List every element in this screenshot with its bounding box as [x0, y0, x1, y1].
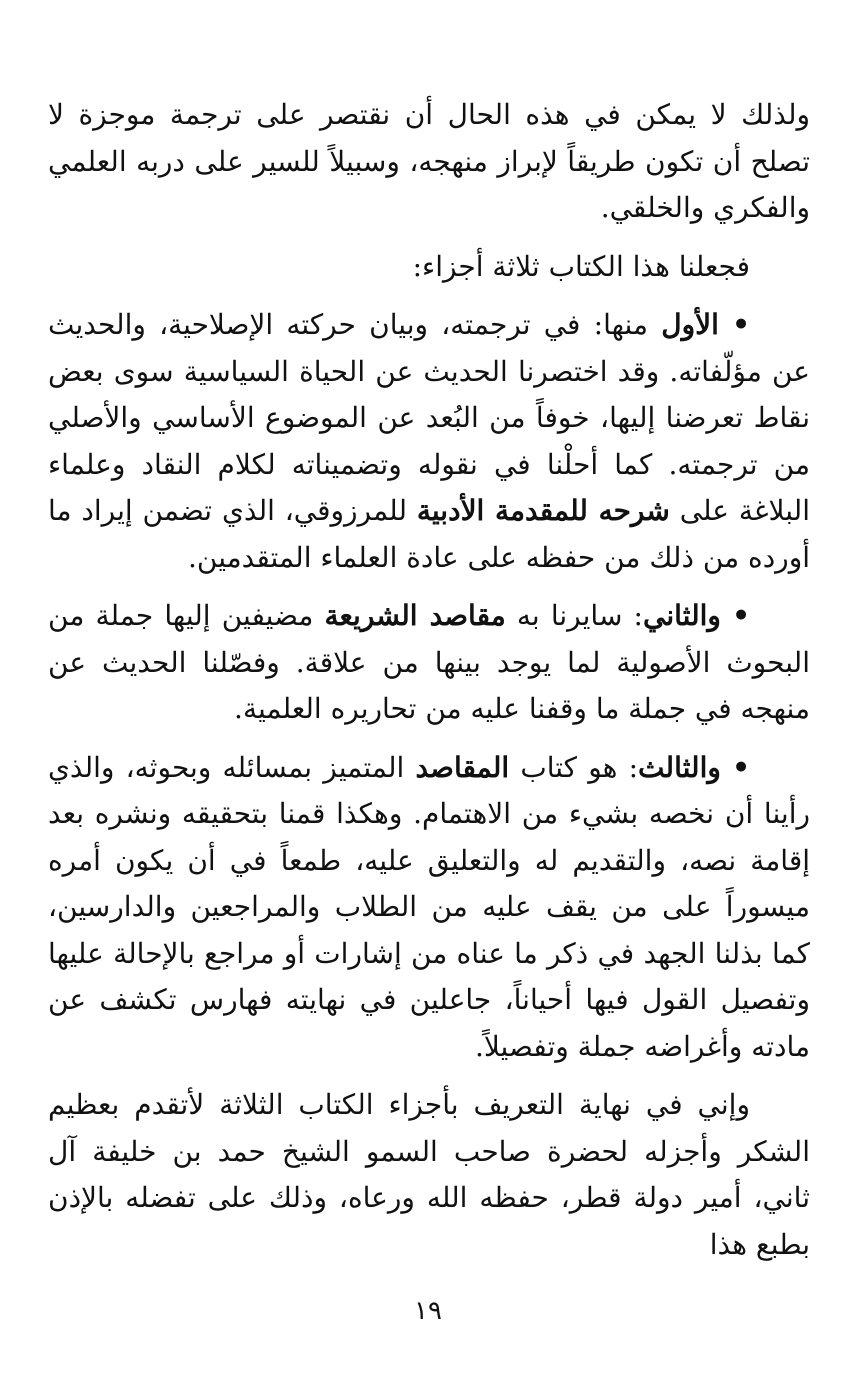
bullet-text: مضيفين إليها جملة من البحوث الأصولية لما يوجد بينها من علاقة. وفصّلنا الحديث عن منهجه في جملة ما وقفنا عليه من تحاريره العلمية. — [48, 599, 810, 725]
bullet-icon: • — [732, 308, 750, 341]
page-body — [48, 92, 810, 1268]
book-title-bold: المقاصد — [415, 750, 510, 784]
bullet-lead-first: الأول — [661, 308, 719, 341]
bullet-lead-second: والثاني — [643, 599, 721, 632]
paragraph-parts-heading: فجعلنا هذا الكتاب ثلاثة أجزاء: — [412, 249, 750, 283]
bullet-text: : سايرنا به — [505, 599, 643, 632]
bullet-text: : هو كتاب — [509, 750, 639, 784]
bullet-icon: • — [732, 599, 751, 632]
bullet-text: للمرزوقي، الذي تضمن إيراد ما أورده من ذلك من حفظه على عادة العلماء المتقدمين. — [48, 494, 810, 574]
bullet-part-two — [48, 593, 810, 733]
bullet-lead-third: والثالث — [638, 750, 721, 784]
bullet-text: المتميز بمسائله وبحوثه، والذي رأينا أن نخصه بشيء من الاهتمام. وهكذا قمنا بتحقيقه ونشره بعد إقامة نصه، والتقديم له والتعليق عليه، طمعاً في أن يكون أمره ميسوراً على من يقف عليه من الطلاب والمراجعين والدارسين، كما بذلنا الجهد في ذكر ما عناه من إشارات أو مراجع بالإحالة عليها وتفصيل القول فيها أحياناً، جاعلين في نهايته فهارس تكشف عن مادته وأغراضه جملة وتفصيلاً. — [48, 750, 810, 1063]
bullet-part-three — [48, 745, 810, 1071]
paragraph-intro: ولذلك لا يمكن في هذه الحال أن نقتصر على ترجمة موجزة لا تصلح أن تكون طريقاً لإبراز منهجه، وسبيلاً للسير على دربه العلمي والفكري والخلقي. — [48, 98, 810, 224]
bullet-part-one — [48, 302, 810, 581]
paragraph-acknowledgement: وإني في نهاية التعريف بأجزاء الكتاب الثلاثة لأتقدم بعظيم الشكر وأجزله لحضرة صاحب السمو الشيخ حمد بن خليفة آل ثاني، أمير دولة قطر، حفظه الله ورعاه، وذلك على تفضله بالإذن بطبع هذا — [48, 1088, 810, 1261]
book-title-bold: مقاصد الشريعة — [324, 599, 506, 632]
book-title-bold: شرحه للمقدمة الأدبية — [416, 494, 670, 527]
page-number: ١٩ — [414, 1296, 442, 1326]
bullet-text: منها: في ترجمته، وبيان حركته الإصلاحية، والحديث عن مؤلّفاته. وقد اختصرنا الحديث عن الحياة السياسية سوى بعض نقاط تعرضنا إليها، خوفاً من البُعد عن الموضوع الأساسي والأصلي من ترجمته. كما أحلْنا في نقوله وتضميناته لكلام النقاد وعلماء البلاغة على — [48, 308, 810, 527]
bullet-icon: • — [732, 750, 750, 784]
